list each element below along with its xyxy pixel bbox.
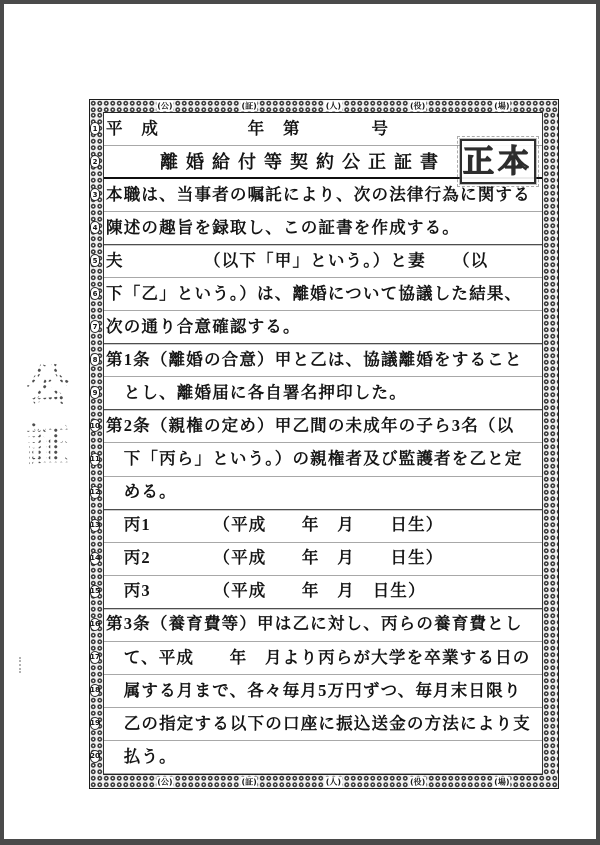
line-number-badge: 10	[90, 419, 100, 432]
line-number-badge: 5	[90, 254, 100, 267]
border-label: (場)	[494, 777, 510, 786]
line-text: 下「乙」という。）は、離婚について協議した結果、	[106, 284, 523, 303]
perforation-mark	[20, 362, 76, 471]
deed-frame	[89, 99, 559, 789]
document-line-5	[104, 245, 542, 278]
line-number-badge: 14	[90, 552, 100, 565]
document-line-17	[104, 642, 542, 675]
border-label: (公)	[157, 777, 173, 786]
line-number-badge: 4	[90, 221, 100, 234]
document-line-18	[104, 675, 542, 708]
line-text: 陳述の趣旨を録取し、この証書を作成する。	[106, 217, 460, 237]
line-number-badge: 20	[90, 750, 100, 763]
line-text: 平 成 年 第 号	[106, 118, 390, 138]
line-number-badge: 17	[90, 651, 100, 664]
line-number-badge: 7	[90, 320, 100, 333]
line-number-badge: 19	[90, 717, 100, 730]
border-label: (役)	[409, 777, 426, 786]
border-right-pattern	[542, 112, 558, 775]
line-text: 丙2 （平成 年 月 日生）	[106, 548, 444, 568]
line-text: 第1条（離婚の合意）甲と乙は、協議離婚をすること	[106, 350, 523, 370]
line-text: 夫 （以下「甲」という。）と妻 （以	[106, 250, 489, 270]
border-label: (証)	[241, 101, 257, 111]
border-label: (場)	[494, 101, 510, 111]
border-label: (証)	[241, 777, 257, 786]
line-text: 第3条（養育費等）甲は乙に対し、丙らの養育費とし	[106, 614, 523, 634]
document-line-19	[104, 708, 542, 741]
perforation-char-shou: 証	[20, 422, 76, 470]
shohon-stamp-text: 正本	[463, 144, 533, 179]
line-text: 第2条（親権の定め）甲乙間の未成年の子ら3名（以	[106, 416, 515, 436]
line-number-badge: 9	[90, 386, 100, 399]
document-line-9	[104, 377, 542, 410]
shohon-stamp	[460, 139, 536, 184]
line-text: 次の通り合意確認する。	[106, 317, 301, 337]
document-line-12	[104, 477, 542, 510]
document-line-3	[104, 179, 542, 212]
document-line-11	[104, 443, 542, 476]
border-left-pattern	[90, 112, 104, 775]
border-label: (役)	[409, 101, 426, 111]
line-text: 本職は、当事者の嘱託により、次の法律行為に関する	[106, 184, 531, 204]
document-line-15	[104, 576, 542, 609]
border-bottom-pattern	[90, 774, 558, 788]
line-text: 属する月まで、各々毎月5万円ずつ、毎月末日限り	[106, 680, 522, 700]
line-number-badge: 15	[90, 585, 100, 598]
line-text: 離婚給付等契約公正証書	[160, 151, 446, 172]
line-text: める。	[106, 482, 177, 502]
line-number-badge: 8	[90, 353, 100, 366]
document-line-13	[104, 510, 542, 543]
perforation-char-kou: 公	[20, 362, 76, 410]
line-number-badge: 11	[90, 453, 100, 466]
document-line-10	[104, 410, 542, 443]
line-number-badge: 16	[90, 618, 100, 631]
border-label: (公)	[157, 101, 173, 111]
document-line-20	[104, 741, 542, 774]
line-number-badge: 18	[90, 684, 100, 697]
line-text: 丙3 （平成 年 月 日生）	[106, 581, 426, 601]
document-line-14	[104, 543, 542, 576]
line-number-badge: 3	[90, 188, 100, 201]
line-text: 乙の指定する以下の口座に振込送金の方法により支	[106, 713, 531, 733]
line-text: 丙1 （平成 年 月 日生）	[106, 515, 444, 535]
document-line-7	[104, 311, 542, 344]
border-top-pattern	[90, 100, 558, 113]
document-line-16	[104, 609, 542, 642]
line-text: て、平成 年 月より丙らが大学を卒業する日の	[106, 647, 531, 667]
line-text: 下「丙ら」という。）の親権者及び監護者を乙と定	[106, 449, 523, 469]
deed-body	[104, 113, 542, 774]
document-line-8	[104, 344, 542, 377]
border-label: (人)	[325, 777, 342, 786]
line-number-badge: 6	[90, 287, 100, 300]
line-text: とし、離婚届に各自署名押印した。	[106, 383, 407, 403]
line-text: 払う。	[106, 746, 177, 766]
line-number-badge: 2	[90, 155, 100, 168]
line-number-badge: 13	[90, 519, 100, 532]
scan-artifact	[19, 657, 21, 673]
document-line-6	[104, 278, 542, 311]
border-label: (人)	[325, 101, 342, 111]
line-number-badge: 1	[90, 122, 100, 135]
line-number-badge: 12	[90, 486, 100, 499]
document-line-4	[104, 212, 542, 245]
